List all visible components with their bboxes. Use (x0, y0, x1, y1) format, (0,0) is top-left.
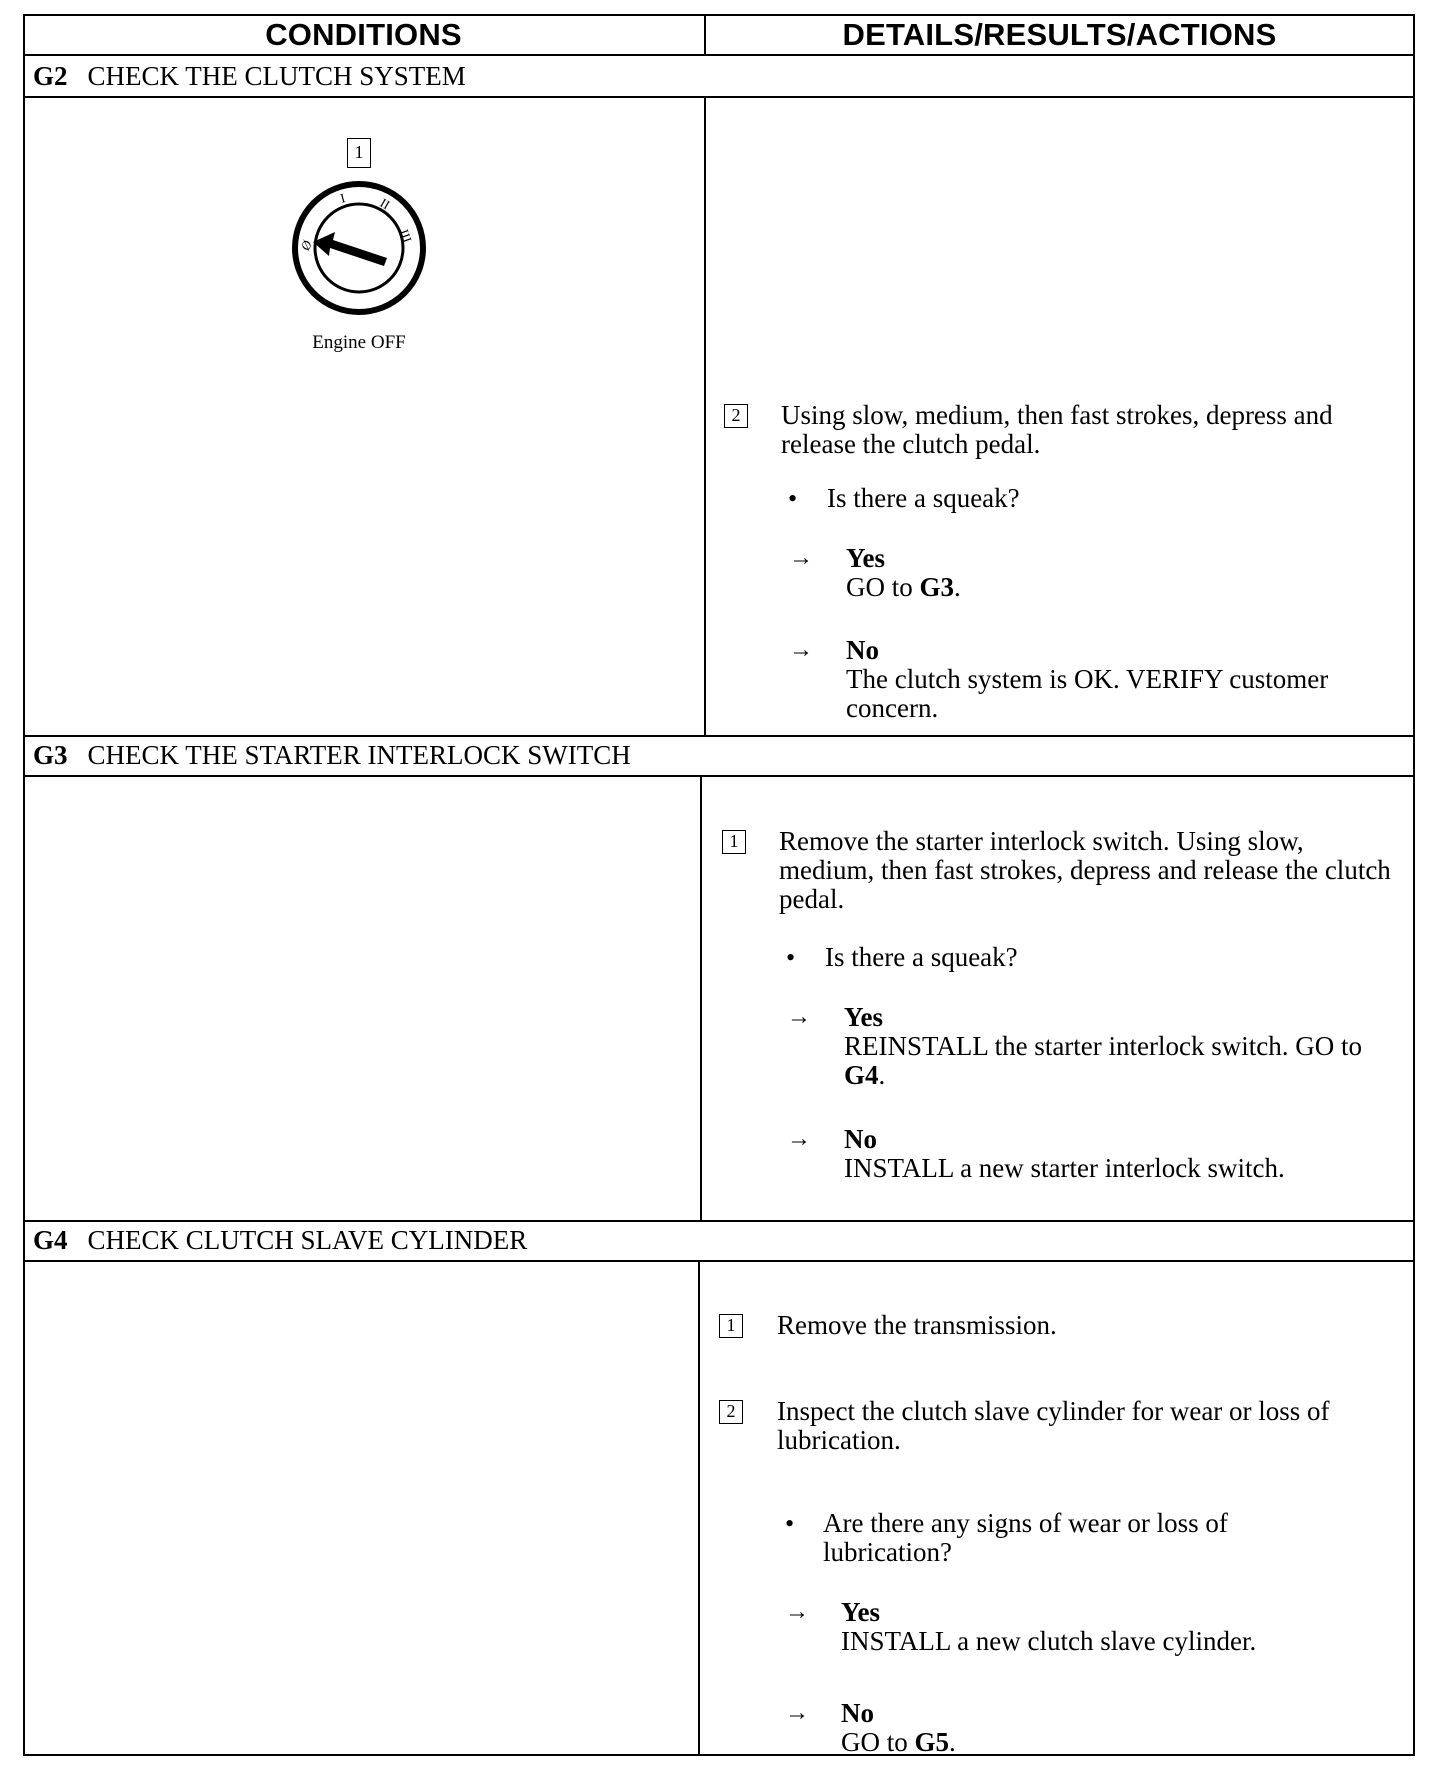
ignition-mark-2: II (377, 195, 393, 213)
g4-no-arrow: → (785, 1700, 809, 1726)
g3-code: G3 (33, 740, 68, 770)
g3-step-box: 1 (722, 830, 746, 854)
g3-yes-arrow: → (787, 1004, 811, 1030)
ignition-switch-icon (289, 178, 429, 318)
engine-off-caption: Engine OFF (312, 332, 406, 353)
g3-title-rule (23, 775, 1415, 777)
g2-yes-text-pre: GO to (846, 572, 920, 602)
g3-divider (700, 775, 702, 1220)
g3-step-text: Remove the starter interlock switch. Using slow, medium, then fast strokes, depress and release the clutch pedal. (779, 826, 1391, 914)
g2-yes-text (846, 573, 1406, 602)
g2-yes-arrow: → (789, 545, 813, 571)
procedure-table (23, 14, 1415, 1778)
details-header: DETAILS/RESULTS/ACTIONS (842, 17, 1277, 52)
g4-yes-label: Yes (841, 1597, 880, 1627)
g2-question: Is there a squeak? (827, 483, 1020, 513)
g4-yes-text: INSTALL a new clutch slave cylinder. (841, 1626, 1257, 1656)
g4-yes-arrow: → (785, 1599, 809, 1625)
g2-step-box: 2 (724, 404, 748, 428)
ignition-mark-off: Ø (297, 238, 315, 253)
g2-title-rule (23, 96, 1415, 98)
g4-title: CHECK CLUTCH SLAVE CYLINDER (87, 1225, 528, 1255)
g2-step-text: Using slow, medium, then fast strokes, depress and release the clutch pedal. (781, 400, 1333, 459)
g2-yes-text-post: . (954, 572, 961, 602)
g4-divider (698, 1260, 700, 1756)
g4-no-label: No (841, 1698, 874, 1728)
g2-no-arrow: → (789, 637, 813, 663)
g2-condition-step-box: 1 (347, 138, 371, 168)
g4-no-text (841, 1728, 1406, 1757)
g3-yes-text-post: . (878, 1060, 886, 1090)
g2-section-title (33, 58, 466, 94)
g3-question: Is there a squeak? (825, 942, 1018, 972)
g4-step2-box: 2 (719, 1400, 743, 1424)
g2-code: G2 (33, 61, 68, 91)
g2-bullet: • (788, 484, 798, 513)
g2-divider (704, 96, 706, 735)
g4-question: Are there any signs of wear or loss of lubrication? (823, 1508, 1228, 1567)
g2-no-label: No (846, 635, 879, 665)
g3-title: CHECK THE STARTER INTERLOCK SWITCH (87, 740, 631, 770)
g3-section-title (33, 737, 631, 773)
g4-section-title (33, 1222, 527, 1258)
g3-bullet: • (786, 943, 796, 972)
g4-no-ref: G5 (914, 1727, 950, 1757)
g4-step1-text: Remove the transmission. (777, 1310, 1057, 1340)
g4-bullet: • (785, 1509, 795, 1538)
g2-no-text: The clutch system is OK. VERIFY customer concern. (846, 664, 1329, 723)
g4-code: G4 (33, 1225, 68, 1255)
g3-yes-text-pre: REINSTALL the starter interlock switch. GO to (844, 1031, 1362, 1061)
header-rule (23, 54, 1415, 56)
conditions-header: CONDITIONS (265, 17, 462, 52)
g3-no-label: No (844, 1124, 877, 1154)
g2-yes-ref: G3 (919, 572, 955, 602)
g4-no-text-pre: GO to (841, 1727, 915, 1757)
g4-no-text-post: . (949, 1727, 956, 1757)
g3-yes-label: Yes (844, 1002, 883, 1032)
g3-yes-text (844, 1032, 1409, 1090)
g3-no-arrow: → (787, 1126, 811, 1152)
g3-no-text: INSTALL a new starter interlock switch. (844, 1153, 1285, 1183)
g3-yes-ref: G4 (844, 1060, 879, 1090)
g2-yes-label: Yes (846, 543, 885, 573)
g4-step2-text: Inspect the clutch slave cylinder for wear or loss of lubrication. (777, 1396, 1330, 1455)
ignition-mark-1: I (338, 190, 347, 206)
g2-title: CHECK THE CLUTCH SYSTEM (87, 61, 466, 91)
g4-step1-box: 1 (719, 1314, 743, 1338)
ignition-mark-3: III (396, 227, 415, 245)
g4-title-rule (23, 1260, 1415, 1262)
